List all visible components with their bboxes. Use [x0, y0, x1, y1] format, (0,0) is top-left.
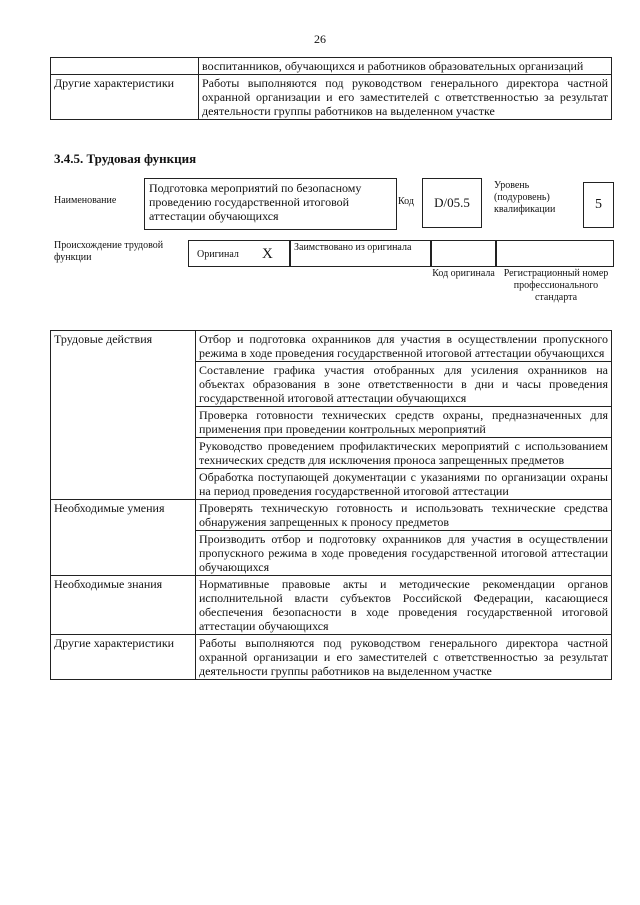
row-content: Работы выполняются под руководством генерального директора частной охранной организации и его заместителей с ответственностью за результат деятельности группы работников на выделенном участке	[199, 75, 612, 120]
table-row	[51, 75, 612, 120]
page-number: 26	[314, 32, 326, 46]
labor-function-table	[50, 330, 612, 680]
original-mark: X	[262, 246, 273, 262]
table-row	[51, 500, 612, 531]
list-item: Составление графика участия отобранных для усиления охранников на объектах образования в зоне ответственности в дни и часы проведения государственной итоговой аттестации обучающихся	[196, 362, 612, 407]
row-label	[51, 58, 199, 75]
table-row	[51, 635, 612, 680]
list-item: Проверять техническую готовность и использовать технические средства обнаружения запрещенных к проносу предметов	[196, 500, 612, 531]
borrowed-label: Заимствовано из оригинала	[294, 242, 412, 253]
list-item: Производить отбор и подготовку охранников для участия в осуществлении пропускного режима в ходе проведения государственной итоговой аттестации обучающихся	[196, 531, 612, 576]
list-item: Нормативные правовые акты и методические рекомендации органов исполнительной власти субъектов Российской Федерации, касающиеся обеспечения безопасности в ходе проведения государственной итоговой аттестации обучающихся	[196, 576, 612, 635]
continuation-table	[50, 57, 612, 120]
row-label: Другие характеристики	[51, 75, 199, 120]
origin-code-box	[431, 240, 496, 267]
original-label: Оригинал	[197, 249, 239, 260]
level-value: 5	[583, 182, 614, 228]
table-row	[51, 576, 612, 635]
level-label: Уровень (подуровень) квалификации	[494, 180, 556, 215]
code-label: Код	[398, 196, 414, 207]
origin-code-caption: Код оригинала	[432, 268, 495, 279]
table-row	[51, 58, 612, 75]
group-label-knowledge: Необходимые знания	[51, 576, 196, 635]
list-item: Проверка готовности технических средств охраны, предназначенных для применения при проведении контрольных мероприятий	[196, 407, 612, 438]
row-content: воспитанников, обучающихся и работников образовательных организаций	[199, 58, 612, 75]
list-item: Работы выполняются под руководством генерального директора частной охранной организации и его заместителей с ответственностью за результат деятельности группы работников на выделенном участке	[196, 635, 612, 680]
list-item: Руководство проведением профилактических мероприятий с использованием технических средств для исключения проноса запрещенных предметов	[196, 438, 612, 469]
section-title: 3.4.5. Трудовая функция	[54, 151, 197, 166]
group-label-other: Другие характеристики	[51, 635, 196, 680]
list-item: Обработка поступающей документации с указаниями по организации охраны на период проведения государственной итоговой аттестации	[196, 469, 612, 500]
origin-label: Происхождение трудовой функции	[54, 240, 164, 263]
table-row	[51, 331, 612, 362]
group-label-labor-actions: Трудовые действия	[51, 331, 196, 500]
name-value: Подготовка мероприятий по безопасному проведению государственной итоговой аттестации обучающихся	[144, 178, 397, 230]
code-value: D/05.5	[422, 178, 482, 228]
group-label-skills: Необходимые умения	[51, 500, 196, 576]
reg-number-caption: Регистрационный номер профессионального стандарта	[503, 268, 609, 303]
reg-number-box	[496, 240, 614, 267]
name-label: Наименование	[54, 195, 117, 206]
list-item: Отбор и подготовка охранников для участия в осуществлении пропускного режима в ходе проведения государственной итоговой аттестации обучающихся	[196, 331, 612, 362]
